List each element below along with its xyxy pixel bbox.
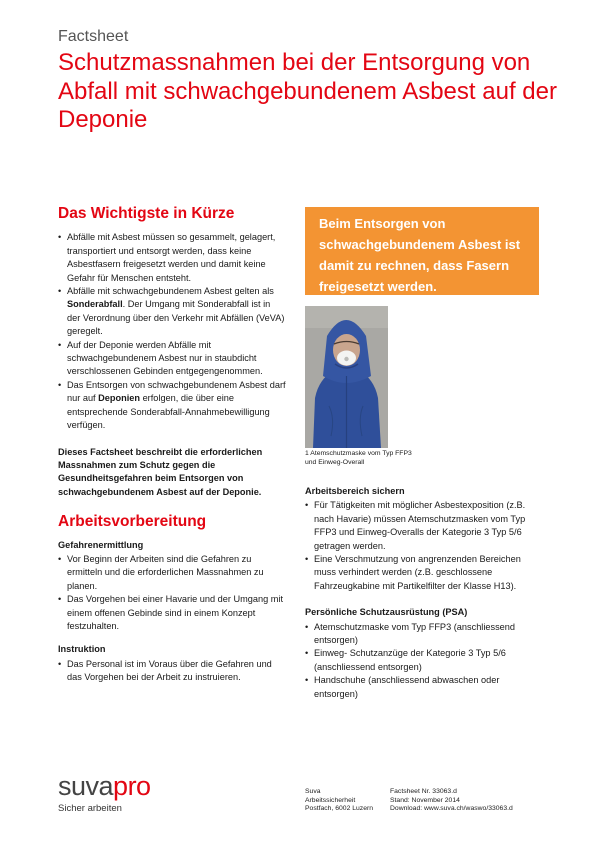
logo-tagline: Sicher arbeiten [58,803,122,814]
worker-in-protective-suit-image [305,306,388,448]
subheading-psa: Persönliche Schutzausrüstung (PSA) [305,607,468,618]
photo-caption: 1 Atemschutzmaske vom Typ FFP3 und Einweg-Overall [305,450,412,466]
list-item: • Das Personal ist im Voraus über die Gefahren und das Vorgehen bei der Arbeit zu instruieren. [58,658,286,685]
section-heading-kurz: Das Wichtigste in Kürze [58,205,235,222]
subheading-gefahrenermittlung: Gefahrenermittlung [58,539,144,550]
list-item: • Atemschutzmaske vom Typ FFP3 (anschliessend entsorgen) [305,621,537,648]
list-item: • Das Entsorgen von schwachgebundenem Asbest darf nur auf Deponien erfolgen, die über eine entsprechende Sonderabfall-Annahmebewilligung verfügen. [58,379,286,433]
instruktion-list [58,658,286,685]
right-column [305,485,537,701]
callout-box: Beim Entsorgen von schwachgebundenem Asbest ist damit zu rechnen, dass Fasern freigesetzt werden. [305,207,539,295]
arbeitsbereich-list [305,499,537,593]
worker-photo [305,306,388,448]
subheading-instruktion: Instruktion [58,644,106,655]
footer-organisation: Suva Arbeitssicherheit Postfach, 6002 Luzern [305,788,374,813]
list-item: • Das Vorgehen bei einer Havarie und der Umgang mit einem offenen Gebinde sind in einem Konzept festzuhalten. [58,593,286,633]
list-item: • Für Tätigkeiten mit möglicher Asbestexposition (z.B. nach Havarie) müssen Atemschutzmasken vom Typ FFP3 und Einweg-Overalls der Kategorie 3 Typ 5/6 getragen werden. [305,499,537,553]
suvapro-logo: suvapro [58,771,151,801]
list-item: • Handschuhe (anschliessend abwaschen oder entsorgen) [305,674,537,701]
doc-type-label: Factsheet [58,28,129,45]
summary-paragraph: Dieses Factsheet beschreibt die erforderlichen Massnahmen zum Schutz gegen die Gesundheitsgefahren beim Entsorgen von schwachgebundenem Asbest auf der Deponie. [58,446,263,497]
list-item: • Abfälle mit schwachgebundenem Asbest gelten als Sonderabfall. Der Umgang mit Sonderabfall ist in der Verordnung über den Verkehr mit Abfällen (VeVA) geregelt. [58,285,286,339]
page-title: Schutzmassnahmen bei der Entsorgung von Abfall mit schwachgebundenem Asbest auf der Deponie [58,49,557,133]
subheading-arbeitsbereich: Arbeitsbereich sichern [305,486,405,496]
kurz-list [58,231,286,432]
psa-list [305,621,537,701]
left-column [58,207,286,685]
list-item: • Einweg- Schutzanzüge der Kategorie 3 Typ 5/6 (anschliessend entsorgen) [305,647,537,674]
section-heading-vorbereitung: Arbeitsvorbereitung [58,513,207,531]
footer-reference: Factsheet Nr. 33063.d Stand: November 2014 Download: www.suva.ch/waswo/33063.d [390,788,513,813]
list-item: • Auf der Deponie werden Abfälle mit schwachgebundenem Asbest nur in staubdicht verschlossenen Gebinden entgegengenommen. [58,339,286,379]
list-item: • Eine Verschmutzung von angrenzenden Bereichen muss verhindert werden (z.B. geschlossene Fahrzeugkabine mit Partikelfilter der Klasse H13). [305,553,537,593]
list-item: • Abfälle mit Asbest müssen so gesammelt, gelagert, transportiert und entsorgt werden, dass keine Asbestfasern freigesetzt werden und damit keine Gefahr für Menschen entsteht. [58,231,286,285]
list-item: • Vor Beginn der Arbeiten sind die Gefahren zu ermitteln und die erforderlichen Massnahmen zu planen. [58,553,286,593]
gefahren-list [58,553,286,633]
